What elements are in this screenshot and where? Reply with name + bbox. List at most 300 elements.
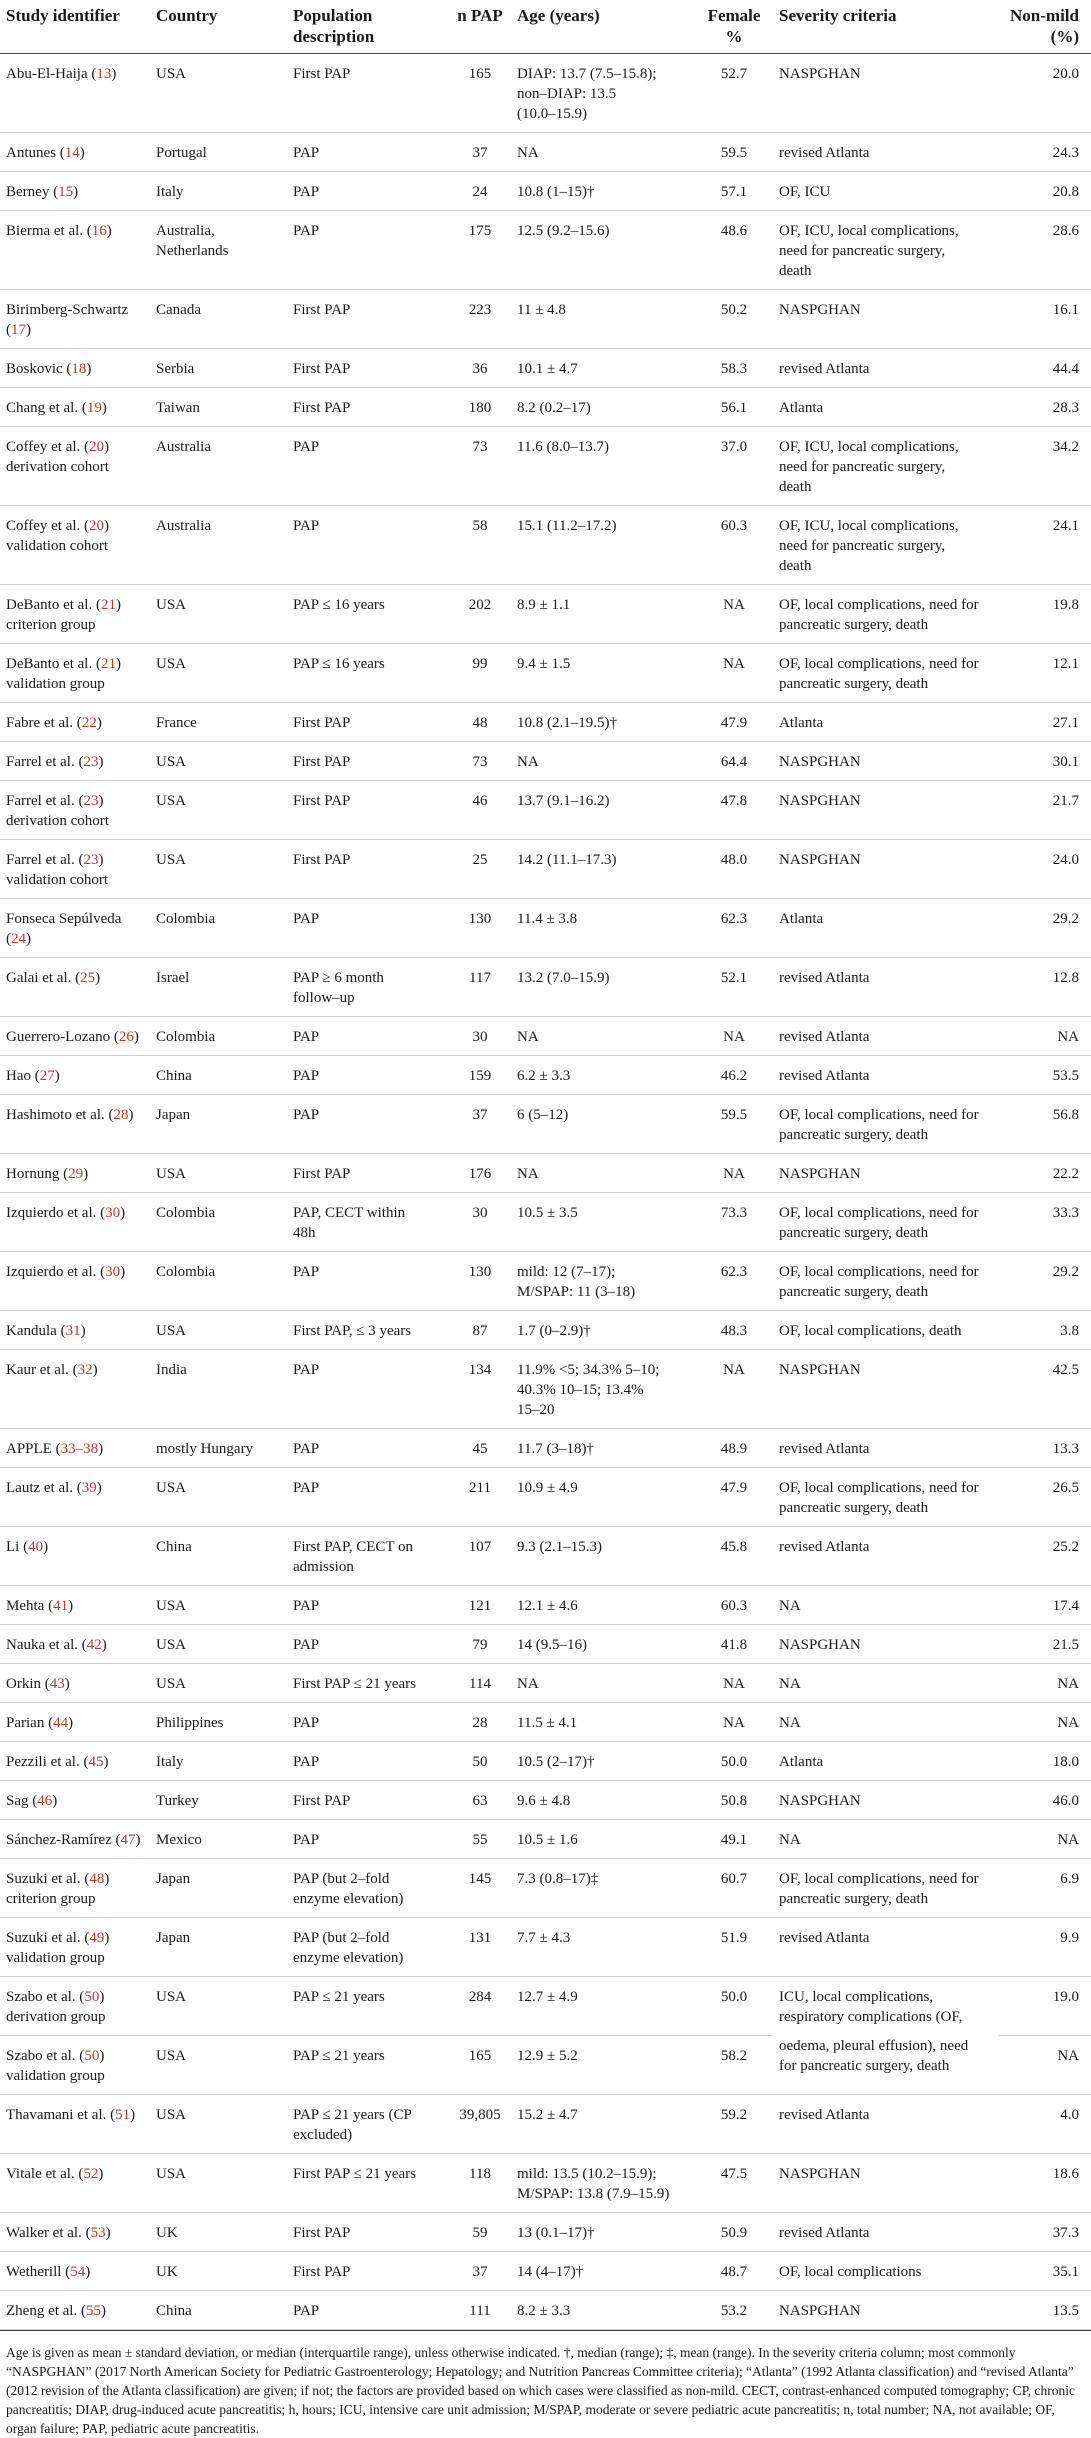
reference-link[interactable]: 26 bbox=[118, 1029, 134, 1045]
table-row bbox=[0, 1193, 1091, 1252]
table-row bbox=[0, 1977, 1091, 2036]
table-row bbox=[0, 2252, 1091, 2291]
reference-link[interactable]: 47 bbox=[120, 1832, 136, 1848]
nonmild-cell: 44.4 bbox=[999, 349, 1091, 388]
study-suffix: ) bbox=[96, 715, 102, 731]
study-name: Antunes ( bbox=[6, 145, 65, 161]
population-cell: PAP ≤ 21 years bbox=[287, 2036, 449, 2095]
study-suffix: ) bbox=[98, 2166, 104, 2182]
age-cell: NA bbox=[511, 742, 695, 781]
table-row bbox=[0, 427, 1091, 506]
country-cell: Australia, Netherlands bbox=[150, 211, 287, 290]
age-cell: 14 (9.5–16) bbox=[511, 1625, 695, 1664]
age-cell: 11.9% <5; 34.3% 5–10; 40.3% 10–15; 13.4% 15–20 bbox=[511, 1350, 695, 1429]
study-identifier-cell bbox=[0, 1056, 150, 1095]
age-cell: 8.2 (0.2–17) bbox=[511, 388, 695, 427]
severity-cell: NASPGHAN bbox=[773, 1350, 999, 1429]
country-cell: Australia bbox=[150, 506, 287, 585]
severity-cell: revised Atlanta bbox=[773, 958, 999, 1017]
population-cell: PAP ≤ 16 years bbox=[287, 644, 449, 703]
country-cell: USA bbox=[150, 781, 287, 840]
study-name: Zheng et al. ( bbox=[6, 2303, 86, 2319]
country-cell: USA bbox=[150, 840, 287, 899]
study-suffix: ) criterion group bbox=[6, 597, 121, 633]
nonmild-cell: 34.2 bbox=[999, 427, 1091, 506]
country-cell: India bbox=[150, 1350, 287, 1429]
reference-link[interactable]: 20 bbox=[89, 439, 105, 455]
n-cell: 284 bbox=[449, 1977, 511, 2036]
study-suffix: ) bbox=[83, 1166, 89, 1182]
header-severity: Severity criteria bbox=[773, 0, 999, 54]
population-cell: PAP, CECT within 48h bbox=[287, 1193, 449, 1252]
reference-link[interactable]: 41 bbox=[53, 1598, 69, 1614]
country-cell: USA bbox=[150, 1977, 287, 2036]
nonmild-cell: 19.8 bbox=[999, 585, 1091, 644]
study-identifier-cell bbox=[0, 1859, 150, 1918]
reference-link[interactable]: 54 bbox=[70, 2264, 86, 2280]
severity-cell: NASPGHAN bbox=[773, 2154, 999, 2213]
female-cell: NA bbox=[695, 1017, 773, 1056]
reference-link[interactable]: 24 bbox=[11, 931, 26, 947]
female-cell: 48.3 bbox=[695, 1311, 773, 1350]
study-name: Suzuki et al. ( bbox=[6, 1871, 90, 1887]
population-cell: PAP bbox=[287, 427, 449, 506]
study-identifier-cell bbox=[0, 1350, 150, 1429]
age-cell: 11.7 (3–18)† bbox=[511, 1429, 695, 1468]
reference-link[interactable]: 48 bbox=[89, 1871, 105, 1887]
n-cell: 36 bbox=[449, 349, 511, 388]
country-cell: Serbia bbox=[150, 349, 287, 388]
female-cell: NA bbox=[695, 1350, 773, 1429]
severity-cell: NA bbox=[773, 1820, 999, 1859]
country-cell: Italy bbox=[150, 1742, 287, 1781]
table-footnote: Age is given as mean ± standard deviation, or median (interquartile range), unless otherwise indicated. †, median (range); ‡, mean (range). In the severity criteria column; most commonly “NASPGHAN” (2017 North American Society for Pediatric Gastroenterology; Hepatology; and Nutrition Pancreas Committee criteria); “Atlanta” (1992 Atlanta classification) and “revised Atlanta” (2012 revision of the Atlanta classification) are given; if not; the factors are provided based on which cases were classified as non-mild. CECT, contrast-enhanced computed tomography; CP, chronic pancreatitis; DIAP, drug-induced acute pancreatitis; h, hours; ICU, intensive care unit admission; M/SPAP, moderate or severe pediatric acute pancreatitis; n, total number; NA, not available; OF, organ failure; PAP, pediatric acute pancreatitis. bbox=[0, 2330, 1091, 2438]
country-cell: USA bbox=[150, 644, 287, 703]
age-cell: NA bbox=[511, 1017, 695, 1056]
reference-link[interactable]: 49 bbox=[89, 1930, 105, 1946]
table-row bbox=[0, 840, 1091, 899]
female-cell: 47.9 bbox=[695, 1468, 773, 1527]
study-suffix: ) bbox=[96, 1480, 102, 1496]
severity-cell: NA bbox=[773, 1586, 999, 1625]
age-cell: 9.4 ± 1.5 bbox=[511, 644, 695, 703]
nonmild-cell: 4.0 bbox=[999, 2095, 1091, 2154]
study-suffix: ) derivation cohort bbox=[6, 439, 110, 475]
n-cell: 111 bbox=[449, 2291, 511, 2330]
table-row bbox=[0, 1625, 1091, 1664]
female-cell: 47.9 bbox=[695, 703, 773, 742]
reference-link[interactable]: 20 bbox=[89, 518, 105, 534]
nonmild-cell: 37.3 bbox=[999, 2213, 1091, 2252]
severity-cell: OF, local complications, need for pancreatic surgery, death bbox=[773, 1859, 999, 1918]
country-cell: USA bbox=[150, 2036, 287, 2095]
n-cell: 79 bbox=[449, 1625, 511, 1664]
population-cell: PAP bbox=[287, 1742, 449, 1781]
study-name: Guerrero-Lozano ( bbox=[6, 1029, 119, 1045]
population-cell: PAP bbox=[287, 1820, 449, 1859]
age-cell: 15.1 (11.2–17.2) bbox=[511, 506, 695, 585]
age-cell: 10.5 (2–17)† bbox=[511, 1742, 695, 1781]
n-cell: 46 bbox=[449, 781, 511, 840]
female-cell: 58.3 bbox=[695, 349, 773, 388]
age-cell: 11.6 (8.0–13.7) bbox=[511, 427, 695, 506]
study-suffix: ) bbox=[120, 1205, 126, 1221]
study-suffix: ) bbox=[106, 223, 112, 239]
reference-link[interactable]: 17 bbox=[11, 322, 26, 338]
table-row bbox=[0, 349, 1091, 388]
nonmild-cell: 27.1 bbox=[999, 703, 1091, 742]
reference-link[interactable]: 28 bbox=[113, 1107, 129, 1123]
severity-cell: OF, local complications, need for pancreatic surgery, death bbox=[773, 1095, 999, 1154]
nonmild-cell: 28.6 bbox=[999, 211, 1091, 290]
female-cell: 48.6 bbox=[695, 211, 773, 290]
severity-cell: NASPGHAN bbox=[773, 1781, 999, 1820]
study-suffix: ) validation group bbox=[6, 1930, 110, 1966]
country-cell: USA bbox=[150, 1468, 287, 1527]
table-row bbox=[0, 54, 1091, 133]
population-cell: First PAP bbox=[287, 781, 449, 840]
reference-link[interactable]: 29 bbox=[68, 1166, 84, 1182]
study-suffix: ) bbox=[105, 2225, 111, 2241]
n-cell: 223 bbox=[449, 290, 511, 349]
study-identifier-cell bbox=[0, 2154, 150, 2213]
age-cell: 15.2 ± 4.7 bbox=[511, 2095, 695, 2154]
study-suffix: ) bbox=[128, 1107, 134, 1123]
country-cell: Mexico bbox=[150, 1820, 287, 1859]
study-name: Sag ( bbox=[6, 1793, 38, 1809]
reference-link[interactable]: 23 bbox=[83, 793, 99, 809]
study-identifier-cell bbox=[0, 1527, 150, 1586]
severity-cell: revised Atlanta bbox=[773, 2213, 999, 2252]
severity-cell: OF, ICU, local complications, need for pancreatic surgery, death bbox=[773, 506, 999, 585]
study-identifier-cell bbox=[0, 1742, 150, 1781]
age-cell: 7.3 (0.8–17)‡ bbox=[511, 1859, 695, 1918]
population-cell: PAP bbox=[287, 1017, 449, 1056]
nonmild-cell: 30.1 bbox=[999, 742, 1091, 781]
table-body bbox=[0, 54, 1091, 2330]
table-row bbox=[0, 2036, 1091, 2095]
female-cell: 58.2 bbox=[695, 2036, 773, 2095]
n-cell: 55 bbox=[449, 1820, 511, 1859]
age-cell: 10.9 ± 4.9 bbox=[511, 1468, 695, 1527]
table-row bbox=[0, 1742, 1091, 1781]
nonmild-cell: 6.9 bbox=[999, 1859, 1091, 1918]
age-cell: 11.4 ± 3.8 bbox=[511, 899, 695, 958]
female-cell: NA bbox=[695, 1154, 773, 1193]
table-row bbox=[0, 2291, 1091, 2330]
n-cell: 58 bbox=[449, 506, 511, 585]
table-row bbox=[0, 1527, 1091, 1586]
nonmild-cell: 56.8 bbox=[999, 1095, 1091, 1154]
study-name: Pezzili et al. ( bbox=[6, 1754, 89, 1770]
severity-cell: revised Atlanta bbox=[773, 1918, 999, 1977]
country-cell: USA bbox=[150, 742, 287, 781]
reference-link[interactable]: 50 bbox=[84, 2048, 100, 2064]
reference-link[interactable]: 15 bbox=[58, 184, 74, 200]
reference-link[interactable]: 19 bbox=[86, 400, 102, 416]
n-cell: 99 bbox=[449, 644, 511, 703]
study-name: Fonseca Sepúlveda ( bbox=[6, 911, 122, 947]
country-cell: Italy bbox=[150, 172, 287, 211]
study-name: Szabo et al. ( bbox=[6, 2048, 85, 2064]
study-name: Abu-El-Haija ( bbox=[6, 66, 97, 82]
reference-link[interactable]: 23 bbox=[83, 852, 99, 868]
study-name: DeBanto et al. ( bbox=[6, 656, 101, 672]
country-cell: Colombia bbox=[150, 1017, 287, 1056]
female-cell: 64.4 bbox=[695, 742, 773, 781]
population-cell: PAP ≤ 21 years bbox=[287, 1977, 449, 2036]
nonmild-cell: 21.5 bbox=[999, 1625, 1091, 1664]
study-suffix: ) bbox=[92, 1362, 98, 1378]
reference-link[interactable]: 21 bbox=[100, 597, 116, 613]
reference-link[interactable]: 55 bbox=[85, 2303, 101, 2319]
age-cell: 7.7 ± 4.3 bbox=[511, 1918, 695, 1977]
reference-link[interactable]: 44 bbox=[53, 1715, 69, 1731]
reference-link[interactable]: 45 bbox=[88, 1754, 104, 1770]
age-cell: NA bbox=[511, 1664, 695, 1703]
study-suffix: ) validation cohort bbox=[6, 518, 110, 554]
study-suffix: ) bbox=[101, 400, 107, 416]
country-cell: Colombia bbox=[150, 1252, 287, 1311]
reference-link[interactable]: 27 bbox=[39, 1068, 55, 1084]
country-cell: Philippines bbox=[150, 1703, 287, 1742]
population-cell: PAP bbox=[287, 1252, 449, 1311]
nonmild-cell: 24.3 bbox=[999, 133, 1091, 172]
study-suffix: ) validation cohort bbox=[6, 852, 109, 888]
reference-link[interactable]: 50 bbox=[84, 1989, 100, 2005]
severity-cell: OF, local complications, need for pancreatic surgery, death bbox=[773, 1193, 999, 1252]
population-cell: First PAP bbox=[287, 388, 449, 427]
country-cell: USA bbox=[150, 1311, 287, 1350]
study-name: APPLE ( bbox=[6, 1441, 61, 1457]
header-population: Population description bbox=[287, 0, 449, 54]
study-suffix: ) validation group bbox=[6, 656, 121, 692]
table-row bbox=[0, 1311, 1091, 1350]
country-cell: USA bbox=[150, 1625, 287, 1664]
severity-cell: Atlanta bbox=[773, 388, 999, 427]
reference-link[interactable]: 13 bbox=[96, 66, 112, 82]
nonmild-cell: 22.2 bbox=[999, 1154, 1091, 1193]
severity-cell: NASPGHAN bbox=[773, 742, 999, 781]
reference-link[interactable]: 25 bbox=[80, 970, 96, 986]
population-cell: First PAP bbox=[287, 1154, 449, 1193]
study-name: Kaur et al. ( bbox=[6, 1362, 78, 1378]
reference-link[interactable]: 42 bbox=[86, 1637, 102, 1653]
nonmild-cell: 53.5 bbox=[999, 1056, 1091, 1095]
study-identifier-cell bbox=[0, 840, 150, 899]
n-cell: 118 bbox=[449, 2154, 511, 2213]
reference-link[interactable]: 43 bbox=[49, 1676, 65, 1692]
age-cell: 9.6 ± 4.8 bbox=[511, 1781, 695, 1820]
reference-link[interactable]: 40 bbox=[28, 1539, 44, 1555]
n-cell: 73 bbox=[449, 427, 511, 506]
study-identifier-cell bbox=[0, 2095, 150, 2154]
n-cell: 28 bbox=[449, 1703, 511, 1742]
country-cell: Colombia bbox=[150, 1193, 287, 1252]
reference-link[interactable]: 14 bbox=[64, 145, 80, 161]
country-cell: Canada bbox=[150, 290, 287, 349]
table-row bbox=[0, 211, 1091, 290]
study-identifier-cell bbox=[0, 133, 150, 172]
n-cell: 107 bbox=[449, 1527, 511, 1586]
age-cell: 6 (5–12) bbox=[511, 1095, 695, 1154]
study-identifier-cell bbox=[0, 1311, 150, 1350]
reference-link[interactable]: 39 bbox=[81, 1480, 97, 1496]
nonmild-cell: 9.9 bbox=[999, 1918, 1091, 1977]
age-cell: 13.2 (7.0–15.9) bbox=[511, 958, 695, 1017]
severity-cell: NA bbox=[773, 1703, 999, 1742]
population-cell: PAP (but 2–fold enzyme elevation) bbox=[287, 1918, 449, 1977]
n-cell: 37 bbox=[449, 2252, 511, 2291]
n-cell: 25 bbox=[449, 840, 511, 899]
n-cell: 165 bbox=[449, 54, 511, 133]
table-row bbox=[0, 172, 1091, 211]
country-cell: Turkey bbox=[150, 1781, 287, 1820]
study-identifier-cell bbox=[0, 211, 150, 290]
female-cell: 47.8 bbox=[695, 781, 773, 840]
population-cell: First PAP bbox=[287, 1781, 449, 1820]
study-suffix: ) bbox=[80, 1323, 86, 1339]
nonmild-cell: 28.3 bbox=[999, 388, 1091, 427]
reference-link[interactable]: 23 bbox=[83, 754, 99, 770]
n-cell: 45 bbox=[449, 1429, 511, 1468]
study-name: Berney ( bbox=[6, 184, 59, 200]
n-cell: 73 bbox=[449, 742, 511, 781]
reference-link[interactable]: 18 bbox=[71, 361, 87, 377]
female-cell: 50.0 bbox=[695, 1742, 773, 1781]
study-identifier-cell bbox=[0, 2036, 150, 2095]
study-name: Vitale et al. ( bbox=[6, 2166, 84, 2182]
reference-link[interactable]: 21 bbox=[100, 656, 116, 672]
study-suffix: ) bbox=[103, 1754, 109, 1770]
study-name: Walker et al. ( bbox=[6, 2225, 91, 2241]
severity-cell: OF, ICU, local complications, need for pancreatic surgery, death bbox=[773, 427, 999, 506]
table-row bbox=[0, 1859, 1091, 1918]
population-cell: PAP bbox=[287, 1625, 449, 1664]
reference-link[interactable]: 22 bbox=[81, 715, 97, 731]
severity-cell: ICU, local complications, respiratory complications (OF, bbox=[779, 1989, 963, 2025]
study-identifier-cell bbox=[0, 54, 150, 133]
reference-link[interactable]: 31 bbox=[65, 1323, 81, 1339]
age-cell: 9.3 (2.1–15.3) bbox=[511, 1527, 695, 1586]
age-cell: mild: 13.5 (10.2–15.9); M/SPAP: 13.8 (7.9–15.9) bbox=[511, 2154, 695, 2213]
table-row bbox=[0, 388, 1091, 427]
reference-link[interactable]: 30 bbox=[105, 1205, 121, 1221]
reference-link[interactable]: 32 bbox=[77, 1362, 93, 1378]
n-cell: 37 bbox=[449, 133, 511, 172]
study-identifier-cell bbox=[0, 1781, 150, 1820]
severity-cell: NASPGHAN bbox=[773, 781, 999, 840]
population-cell: PAP bbox=[287, 1429, 449, 1468]
nonmild-cell: NA bbox=[999, 1820, 1091, 1859]
age-cell: 8.2 ± 3.3 bbox=[511, 2291, 695, 2330]
female-cell: 50.0 bbox=[695, 1977, 773, 2036]
n-cell: 211 bbox=[449, 1468, 511, 1527]
reference-link[interactable]: 16 bbox=[91, 223, 107, 239]
study-suffix: ) criterion group bbox=[6, 1871, 110, 1907]
country-cell: Taiwan bbox=[150, 388, 287, 427]
study-identifier-cell bbox=[0, 1468, 150, 1527]
nonmild-cell: 29.2 bbox=[999, 899, 1091, 958]
reference-link[interactable]: 53 bbox=[90, 2225, 106, 2241]
study-suffix: ) bbox=[64, 1676, 70, 1692]
nonmild-cell: 33.3 bbox=[999, 1193, 1091, 1252]
severity-cell: OF, local complications, death bbox=[773, 1311, 999, 1350]
study-identifier-cell bbox=[0, 1586, 150, 1625]
nonmild-cell: NA bbox=[999, 1703, 1091, 1742]
female-cell: 41.8 bbox=[695, 1625, 773, 1664]
female-cell: 59.5 bbox=[695, 1095, 773, 1154]
country-cell: France bbox=[150, 703, 287, 742]
n-cell: 145 bbox=[449, 1859, 511, 1918]
age-cell: 14 (4–17)† bbox=[511, 2252, 695, 2291]
study-name: Parian ( bbox=[6, 1715, 54, 1731]
population-cell: First PAP bbox=[287, 2213, 449, 2252]
table-row bbox=[0, 1252, 1091, 1311]
severity-cell: revised Atlanta bbox=[773, 1429, 999, 1468]
female-cell: 57.1 bbox=[695, 172, 773, 211]
table-row bbox=[0, 958, 1091, 1017]
table-row bbox=[0, 2213, 1091, 2252]
study-name: Chang et al. ( bbox=[6, 400, 87, 416]
nonmild-cell: NA bbox=[999, 1664, 1091, 1703]
study-identifier-cell bbox=[0, 1664, 150, 1703]
country-cell: UK bbox=[150, 2252, 287, 2291]
nonmild-cell: 18.6 bbox=[999, 2154, 1091, 2213]
nonmild-cell: 20.8 bbox=[999, 172, 1091, 211]
reference-link[interactable]: 33–38 bbox=[60, 1441, 99, 1457]
nonmild-cell: 20.0 bbox=[999, 54, 1091, 133]
population-cell: First PAP bbox=[287, 703, 449, 742]
age-cell: 11.5 ± 4.1 bbox=[511, 1703, 695, 1742]
reference-link[interactable]: 52 bbox=[83, 2166, 99, 2182]
reference-link[interactable]: 46 bbox=[37, 1793, 53, 1809]
study-name: Sánchez-Ramírez ( bbox=[6, 1832, 121, 1848]
reference-link[interactable]: 51 bbox=[115, 2107, 131, 2123]
table-row bbox=[0, 506, 1091, 585]
female-cell: NA bbox=[695, 1703, 773, 1742]
study-suffix: ) bbox=[100, 2303, 106, 2319]
population-cell: PAP bbox=[287, 1468, 449, 1527]
n-cell: 131 bbox=[449, 1918, 511, 1977]
female-cell: 60.3 bbox=[695, 1586, 773, 1625]
nonmild-cell: 35.1 bbox=[999, 2252, 1091, 2291]
country-cell: Japan bbox=[150, 1095, 287, 1154]
female-cell: 60.3 bbox=[695, 506, 773, 585]
population-cell: PAP bbox=[287, 1095, 449, 1154]
severity-cell: OF, local complications bbox=[773, 2252, 999, 2291]
table-row bbox=[0, 133, 1091, 172]
country-cell: Colombia bbox=[150, 899, 287, 958]
study-identifier-cell bbox=[0, 1703, 150, 1742]
age-cell: 10.5 ± 1.6 bbox=[511, 1820, 695, 1859]
population-cell: PAP bbox=[287, 2291, 449, 2330]
country-cell: USA bbox=[150, 54, 287, 133]
country-cell: USA bbox=[150, 2095, 287, 2154]
table-row bbox=[0, 2154, 1091, 2213]
study-identifier-cell bbox=[0, 290, 150, 349]
study-name: Lautz et al. ( bbox=[6, 1480, 82, 1496]
n-cell: 180 bbox=[449, 388, 511, 427]
population-cell: PAP ≤ 16 years bbox=[287, 585, 449, 644]
study-name: Bierma et al. ( bbox=[6, 223, 92, 239]
country-cell: mostly Hungary bbox=[150, 1429, 287, 1468]
reference-link[interactable]: 30 bbox=[105, 1264, 121, 1280]
study-suffix: ) bbox=[130, 2107, 136, 2123]
study-suffix: ) bbox=[73, 184, 79, 200]
population-cell: First PAP bbox=[287, 840, 449, 899]
population-cell: PAP ≥ 6 month follow–up bbox=[287, 958, 449, 1017]
